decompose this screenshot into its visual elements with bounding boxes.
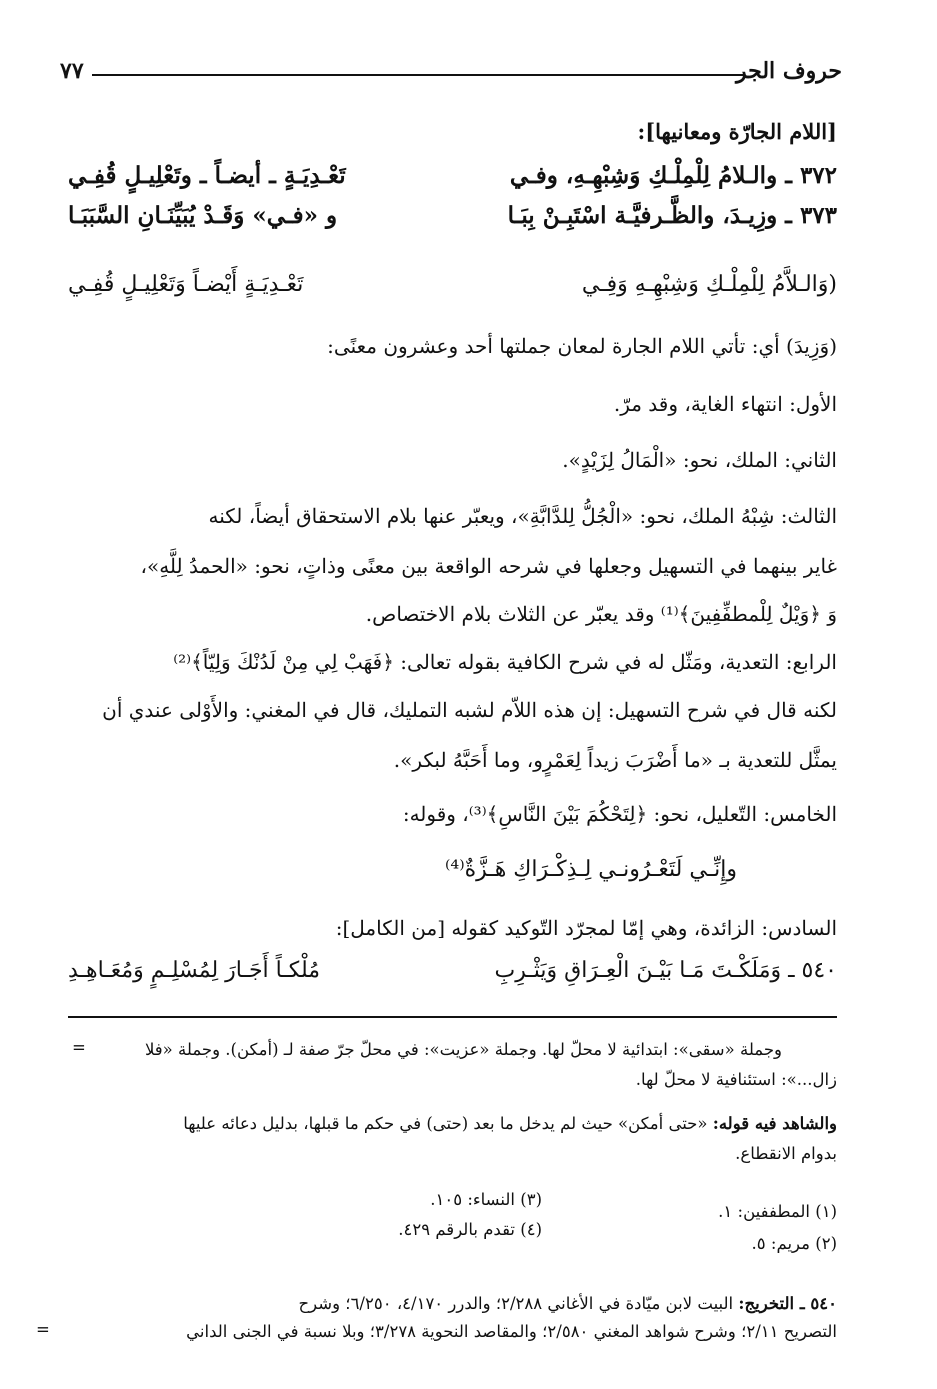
- footnote-4: (٤) تقدم بالرقم ٤٢٩.: [398, 1220, 542, 1239]
- takhrij-line-2: التصريح ٢/١١؛ وشرح شواهد المغني ٢/٥٨٠؛ والمقاصد النحوية ٣/٢٧٨؛ وبلا نسبة في الجنى الداني: [186, 1322, 837, 1341]
- meaning-second: الثاني: الملك، نحو: «الْمَالُ لِزَيْدٍ».: [562, 448, 837, 472]
- footnote-separator: [68, 1016, 837, 1018]
- chapter-title: حروف الجر: [736, 58, 842, 84]
- meaning-third-line-3: وَ ﴿وَيْلٌ لِلْمطفِّفِينَ﴾⁽¹⁾ وقد يعبّر عن الثلاث بلام الاختصاص.: [365, 602, 837, 626]
- verse-372: [68, 162, 837, 202]
- meaning-fourth-line-2: لكنه قال في شرح التسهيل: إن هذه اللاّم لشبه التمليك، قال في المغني: والأَوْلى عندي أن: [102, 698, 837, 722]
- header-rule: [92, 74, 744, 76]
- meaning-sixth: السادس: الزائدة، وهي إمّا لمجرّد التّوكيد كقوله [من الكامل]:: [335, 916, 837, 940]
- verse-single: وإِنِّـي لَتَعْـرُونـي لِـذِكْـرَاكِ هَـزَّةٌ⁽⁴⁾: [444, 857, 737, 882]
- intro-paragraph: (وَزِيدَ) أي: تأتي اللام الجارة لمعان جملتها أحد وعشرون معنًى:: [327, 334, 837, 358]
- footnote-continuation-line-2: زال...»: استئنافية لا محلّ لها.: [635, 1070, 837, 1089]
- verse-372-commentary: [68, 272, 837, 312]
- meaning-fifth: الخامس: التّعليل، نحو: ﴿لِتَحْكُمَ بَيْنَ النَّاسِ﴾⁽³⁾، وقوله:: [402, 802, 837, 826]
- footnote-continuation-line-1: وجملة «سقى»: ابتدائية لا محلّ لها. وجملة «عزيت»: في محلّ جرّ صفة لـ (أمكن). وجملة «فلا: [144, 1040, 782, 1059]
- verse-first-hemistich: ٥٤٠ ـ وَمَلَكْـتَ مَـا بَيْـنَ الْعِـرَاقِ وَيَثْـرِبِ: [494, 958, 837, 983]
- footnote-1: (١) المطففين: ١.: [718, 1202, 837, 1221]
- shahid-text: «حتى أمكن» حيث لم يدخل ما بعد (حتى) في حكم ما قبلها، بدليل دعائه عليها: [183, 1114, 708, 1133]
- verse-first-hemistich: ٣٧٣ ـ وزِيـدَ، والظَّـرفيَّـة اسْتَبِـنْ بِبَـا: [507, 202, 837, 229]
- takhrij-text: البيت لابن ميّادة في الأغاني ٢/٢٨٨؛ والدرر ٤/١٧٠، ٦/٢٥٠؛ وشرح: [298, 1294, 734, 1313]
- takhrij-label: ٥٤٠ ـ التخريج:: [738, 1294, 837, 1313]
- verse-540: [68, 958, 837, 998]
- meaning-first: الأول: انتهاء الغاية، وقد مرّ.: [613, 392, 837, 416]
- verse-second-hemistich: تَعْـدِيَـةٍ ـ أيضـاً ـ وتَعْلِيـلٍ قُفِـي: [68, 162, 346, 189]
- footnote-2: (٢) مريم: ٥.: [751, 1234, 837, 1253]
- verse-first-hemistich: (وَالـلاَّمُ لِلْمِلْـكِ وَشِبْهِـهِ وَفِـي: [581, 272, 837, 297]
- verse-second-hemistich: مُلْكـاً أَجَـارَ لِمُسْلِـمٍ وَمُعَـاهِـدِ: [68, 958, 321, 983]
- takhrij-line-1: [50, 1290, 837, 1318]
- footnote-3: (٣) النساء: ١٠٥.: [430, 1190, 542, 1209]
- verse-first-hemistich: ٣٧٢ ـ والـلامُ لِلْمِلْـكِ وَشِبْهِـهِ، وفـي: [509, 162, 837, 189]
- takhrij-continuation-marker: =: [36, 1320, 50, 1339]
- verse-second-hemistich: و «فـي» وَقَـدْ يُبَيِّنَـانِ السَّبَبَـا: [68, 202, 338, 229]
- shahid-line-1: [50, 1110, 837, 1138]
- meaning-fourth-line-1: الرابع: التعدية، ومَثّل له في شرح الكافية بقوله تعالى: ﴿فَهَبْ لِي مِنْ لَدُنْكَ وَلِيّاً﴾⁽²⁾: [173, 650, 837, 674]
- meaning-third-line-2: غاير بينهما في التسهيل وجعلها في شرحه الواقعة بين معنًى وذاتٍ، نحو: «الحمدُ لِلَّهِ»،: [140, 554, 837, 578]
- meaning-fourth-line-3: يمثَّل للتعدية بـ «ما أَضْرَبَ زيداً لِعَمْرٍو، وما أَحَبَّهُ لبكر».: [393, 748, 837, 772]
- section-title: [اللام الجارّة ومعانيها]:: [637, 119, 837, 144]
- shahid-line-2: بدوام الانقطاع.: [735, 1144, 837, 1163]
- running-header: [60, 58, 842, 88]
- meaning-third-line-1: الثالث: شِبْهُ الملك، نحو: «الْجُلُّ لِلدَّابَّةِ»، ويعبّر عنها بلام الاستحقاق أيضاً، لكنه: [208, 504, 837, 528]
- page-number: ٧٧: [60, 58, 84, 84]
- verse-373: [68, 202, 837, 242]
- shahid-label: والشاهد فيه قوله:: [712, 1114, 837, 1133]
- verse-second-hemistich: تَعْـدِيَـةٍ أَيْضـاً وَتَعْلِيـلٍ قُفِـي: [68, 272, 304, 297]
- continuation-marker: =: [72, 1038, 86, 1057]
